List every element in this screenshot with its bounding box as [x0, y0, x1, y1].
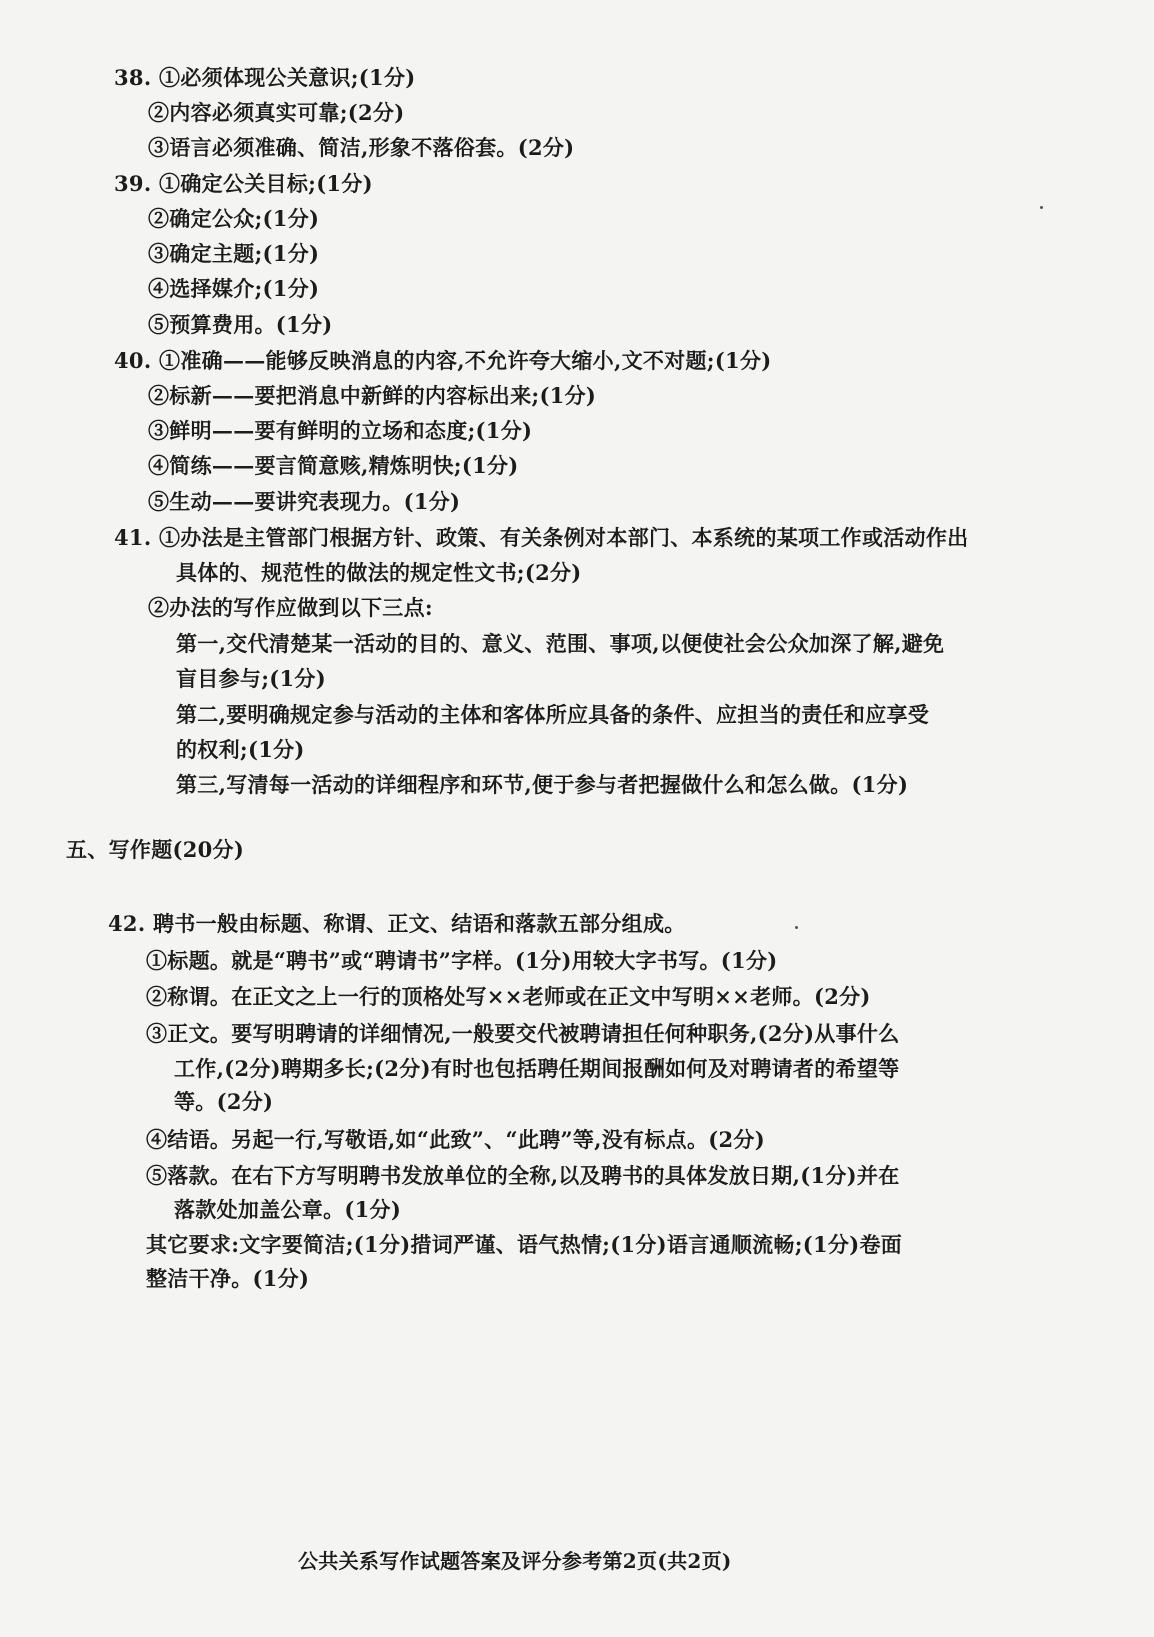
scan-speck: [795, 926, 798, 929]
q38-line-1: 38. ①必须体现公关意识;(1分): [114, 65, 416, 90]
q40-line-3: ③鲜明——要有鲜明的立场和态度;(1分): [148, 418, 533, 443]
q41-line-3: ②办法的写作应做到以下三点:: [148, 595, 433, 620]
q42-line-6: 等。(2分): [174, 1089, 274, 1114]
q41-line-8: 第三,写清每一活动的详细程序和环节,便于参与者把握做什么和怎么做。(1分): [176, 772, 909, 797]
q42-line-10: 其它要求:文字要简洁;(1分)措词严谨、语气热情;(1分)语言通顺流畅;(1分)卷面: [146, 1232, 903, 1257]
q42-line-4: ③正文。要写明聘请的详细情况,一般要交代被聘请担任何种职务,(2分)从事什么: [146, 1021, 900, 1046]
scan-speck: [1040, 206, 1043, 209]
q41-line-7: 的权利;(1分): [176, 737, 305, 762]
q40-line-1: 40. ①准确——能够反映消息的内容,不允许夸大缩小,文不对题;(1分): [114, 348, 772, 373]
q41-line-2: 具体的、规范性的做法的规定性文书;(2分): [176, 560, 582, 585]
q42-line-8: ⑤落款。在右下方写明聘书发放单位的全称,以及聘书的具体发放日期,(1分)并在: [146, 1163, 900, 1188]
q42-line-3: ②称谓。在正文之上一行的顶格处写××老师或在正文中写明××老师。(2分): [146, 984, 871, 1009]
q41-line-6: 第二,要明确规定参与活动的主体和客体所应具备的条件、应担当的责任和应享受: [176, 702, 930, 727]
q38-line-2: ②内容必须真实可靠;(2分): [148, 100, 405, 125]
q40-line-5: ⑤生动——要讲究表现力。(1分): [148, 489, 461, 514]
q41-line-4: 第一,交代清楚某一活动的目的、意义、范围、事项,以便使社会公众加深了解,避免: [176, 631, 945, 656]
section-5-heading: 五、写作题(20分): [66, 837, 245, 862]
q39-line-4: ④选择媒介;(1分): [148, 276, 320, 301]
q40-line-2: ②标新——要把消息中新鲜的内容标出来;(1分): [148, 383, 597, 408]
page-footer: 公共关系写作试题答案及评分参考第2页(共2页): [298, 1549, 732, 1573]
q42-line-1: 42. 聘书一般由标题、称谓、正文、结语和落款五部分组成。: [108, 911, 686, 936]
q42-line-7: ④结语。另起一行,写敬语,如“此致”、“此聘”等,没有标点。(2分): [146, 1127, 765, 1152]
q42-line-5: 工作,(2分)聘期多长;(2分)有时也包括聘任期间报酬如何及对聘请者的希望等: [174, 1056, 900, 1081]
q39-line-5: ⑤预算费用。(1分): [148, 312, 333, 337]
q39-line-3: ③确定主题;(1分): [148, 241, 320, 266]
q42-line-11: 整洁干净。(1分): [146, 1266, 310, 1291]
q42-line-2: ①标题。就是“聘书”或“聘请书”字样。(1分)用较大字书写。(1分): [146, 948, 778, 973]
q41-line-1: 41. ①办法是主管部门根据方针、政策、有关条例对本部门、本系统的某项工作或活动作出: [114, 525, 969, 550]
q41-line-5: 盲目参与;(1分): [176, 666, 326, 691]
q39-line-2: ②确定公众;(1分): [148, 206, 320, 231]
q40-line-4: ④简练——要言简意赅,精炼明快;(1分): [148, 453, 519, 478]
q39-line-1: 39. ①确定公关目标;(1分): [114, 171, 373, 196]
q38-line-3: ③语言必须准确、简洁,形象不落俗套。(2分): [148, 135, 575, 160]
q42-line-9: 落款处加盖公章。(1分): [174, 1197, 402, 1222]
